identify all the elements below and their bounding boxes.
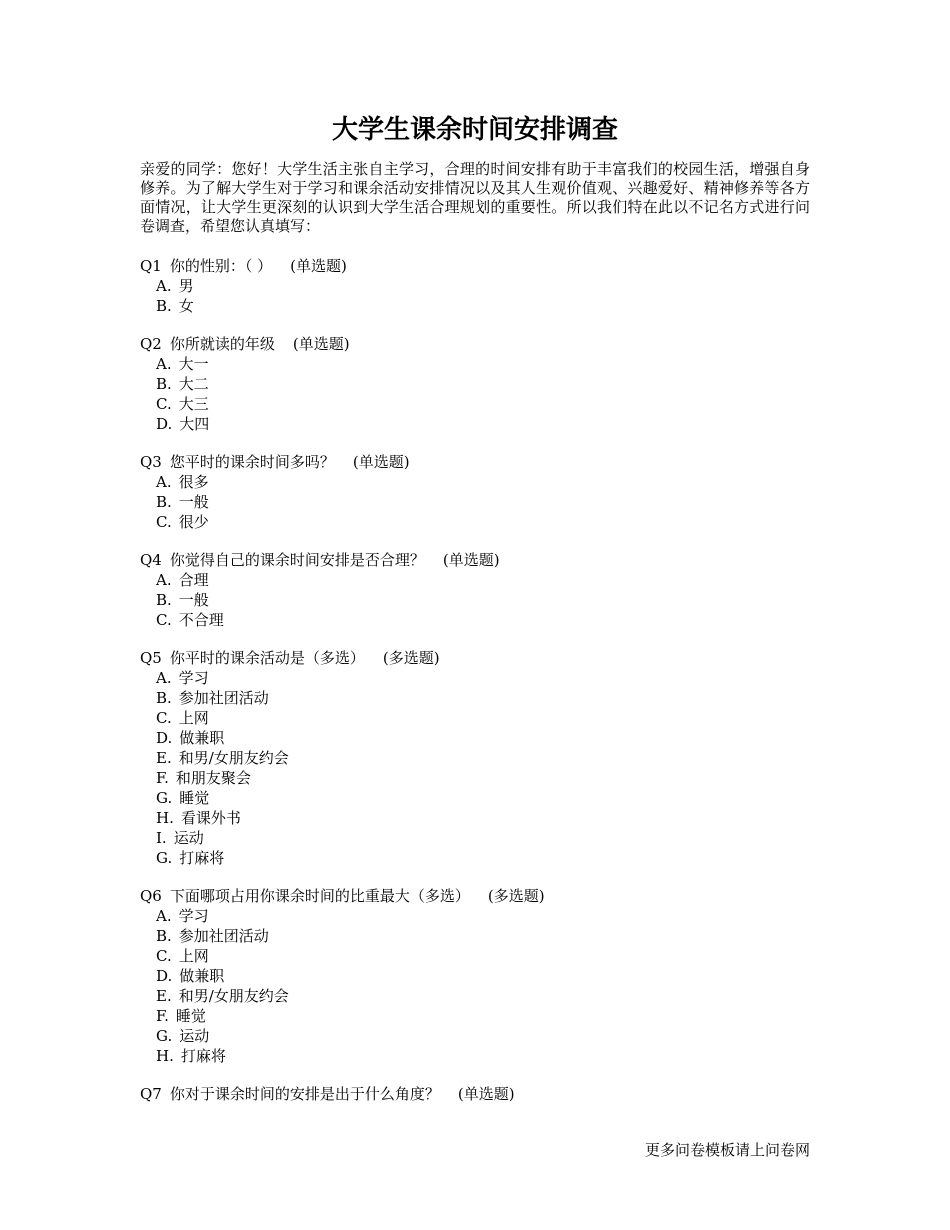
option-letter: F.: [156, 769, 169, 787]
footer-note: 更多问卷模板请上问卷网: [644, 1141, 810, 1159]
option-text: 大一: [178, 355, 209, 373]
option-item: [156, 768, 810, 788]
option-text: 和男/女朋友约会: [178, 987, 289, 1005]
option-letter: D.: [156, 967, 173, 985]
question-text: 你所就读的年级: [169, 335, 275, 353]
option-text: 大四: [179, 415, 210, 433]
option-letter: B.: [156, 591, 172, 609]
option-letter: I.: [156, 829, 167, 847]
option-list: [140, 668, 810, 868]
option-letter: A.: [156, 355, 172, 373]
option-item: [156, 1006, 810, 1026]
page-title: 大学生课余时间安排调查: [331, 115, 618, 145]
question-type: (单选题): [352, 453, 410, 471]
question-text: 您平时的课余时间多吗？: [169, 453, 335, 471]
question-text: 你平时的课余活动是（多选）: [169, 649, 365, 667]
option-item: [156, 1026, 810, 1046]
option-letter: A.: [156, 907, 172, 925]
option-item: [156, 966, 810, 986]
option-text: 学习: [178, 669, 209, 687]
option-item: [156, 828, 810, 848]
option-letter: C.: [156, 947, 172, 965]
option-item: [156, 986, 810, 1006]
option-text: 打麻将: [180, 1047, 226, 1065]
question-block: [140, 648, 810, 868]
question-text: 你觉得自己的课余时间安排是否合理？: [169, 551, 425, 569]
option-text: 很多: [178, 473, 209, 491]
option-item: [156, 688, 810, 708]
option-text: 睡觉: [179, 789, 210, 807]
option-item: [156, 610, 810, 630]
option-text: 运动: [179, 1027, 210, 1045]
option-item: [156, 472, 810, 492]
question-number: Q4: [140, 551, 162, 569]
question-type: (单选题): [457, 1085, 515, 1103]
option-text: 做兼职: [179, 729, 225, 747]
option-letter: B.: [156, 493, 172, 511]
option-letter: B.: [156, 297, 172, 315]
option-text: 一般: [178, 493, 209, 511]
option-item: [156, 926, 810, 946]
option-text: 合理: [178, 571, 209, 589]
option-text: 大三: [178, 395, 209, 413]
option-item: [156, 668, 810, 688]
option-list: [140, 906, 810, 1066]
intro-paragraph: 亲爱的同学：您好！大学生活主张自主学习，合理的时间安排有助于丰富我们的校园生活，增强自身修养。为了解大学生对于学习和课余活动安排情况以及其人生观价值观、兴趣爱好、精神修养等各方面情况，让大学生更深刻的认识到大学生活合理规划的重要性。所以我们特在此以不记名方式进行问卷调查，希望您认真填写：: [140, 160, 810, 235]
option-text: 做兼职: [179, 967, 225, 985]
question-text: 你的性别：（ ）: [169, 257, 273, 275]
question-list: [140, 256, 810, 1104]
question-block: [140, 1084, 810, 1104]
question-line: [140, 550, 810, 570]
option-item: [156, 906, 810, 926]
option-letter: C.: [156, 611, 172, 629]
option-letter: A.: [156, 277, 172, 295]
option-item: [156, 374, 810, 394]
question-number: Q5: [140, 649, 162, 667]
option-list: [140, 354, 810, 434]
question-block: [140, 886, 810, 1066]
question-type: (单选题): [442, 551, 500, 569]
option-list: [140, 570, 810, 630]
option-letter: B.: [156, 927, 172, 945]
question-line: [140, 256, 810, 276]
option-text: 参加社团活动: [178, 689, 269, 707]
question-block: [140, 256, 810, 316]
option-text: 上网: [178, 947, 209, 965]
option-letter: D.: [156, 729, 173, 747]
option-letter: F.: [156, 1007, 169, 1025]
question-type: (单选题): [292, 335, 350, 353]
survey-page: [140, 110, 810, 1122]
option-letter: H.: [156, 1047, 174, 1065]
option-letter: A.: [156, 571, 172, 589]
option-item: [156, 296, 810, 316]
option-text: 看课外书: [180, 809, 241, 827]
option-item: [156, 808, 810, 828]
option-letter: A.: [156, 669, 172, 687]
question-number: Q7: [140, 1085, 162, 1103]
option-letter: G.: [156, 789, 173, 807]
option-item: [156, 590, 810, 610]
option-item: [156, 708, 810, 728]
option-item: [156, 276, 810, 296]
option-list: [140, 276, 810, 316]
question-line: [140, 648, 810, 668]
option-letter: A.: [156, 473, 172, 491]
option-item: [156, 788, 810, 808]
option-item: [156, 728, 810, 748]
option-item: [156, 512, 810, 532]
option-text: 和男/女朋友约会: [178, 749, 289, 767]
option-letter: E.: [156, 987, 172, 1005]
question-block: [140, 550, 810, 630]
option-text: 女: [178, 297, 194, 315]
option-text: 男: [178, 277, 194, 295]
option-letter: B.: [156, 689, 172, 707]
question-type: (单选题): [290, 257, 347, 275]
option-text: 上网: [178, 709, 209, 727]
option-list: [140, 472, 810, 532]
option-letter: G.: [156, 849, 173, 867]
option-item: [156, 570, 810, 590]
option-text: 参加社团活动: [178, 927, 269, 945]
option-text: 睡觉: [175, 1007, 206, 1025]
option-letter: G.: [156, 1027, 173, 1045]
option-text: 一般: [178, 591, 209, 609]
question-line: [140, 1084, 810, 1104]
option-letter: D.: [156, 415, 173, 433]
option-item: [156, 354, 810, 374]
question-block: [140, 334, 810, 434]
option-text: 学习: [178, 907, 209, 925]
option-letter: H.: [156, 809, 174, 827]
option-item: [156, 414, 810, 434]
option-item: [156, 946, 810, 966]
question-line: [140, 452, 810, 472]
question-block: [140, 452, 810, 532]
option-letter: C.: [156, 513, 172, 531]
option-item: [156, 394, 810, 414]
option-item: [156, 748, 810, 768]
option-text: 和朋友聚会: [175, 769, 251, 787]
option-letter: E.: [156, 749, 172, 767]
option-letter: C.: [156, 709, 172, 727]
option-text: 大二: [178, 375, 209, 393]
option-text: 打麻将: [179, 849, 225, 867]
question-line: [140, 886, 810, 906]
question-number: Q2: [140, 335, 162, 353]
option-text: 运动: [173, 829, 204, 847]
option-text: 很少: [178, 513, 209, 531]
option-item: [156, 492, 810, 512]
option-letter: C.: [156, 395, 172, 413]
question-type: (多选题): [487, 887, 545, 905]
question-text: 下面哪项占用你课余时间的比重最大（多选）: [169, 887, 470, 905]
question-number: Q1: [140, 257, 162, 275]
option-text: 不合理: [178, 611, 224, 629]
option-item: [156, 848, 810, 868]
question-line: [140, 334, 810, 354]
option-item: [156, 1046, 810, 1066]
question-number: Q6: [140, 887, 162, 905]
question-type: (多选题): [382, 649, 440, 667]
question-text: 你对于课余时间的安排是出于什么角度？: [169, 1085, 440, 1103]
question-number: Q3: [140, 453, 162, 471]
option-letter: B.: [156, 375, 172, 393]
